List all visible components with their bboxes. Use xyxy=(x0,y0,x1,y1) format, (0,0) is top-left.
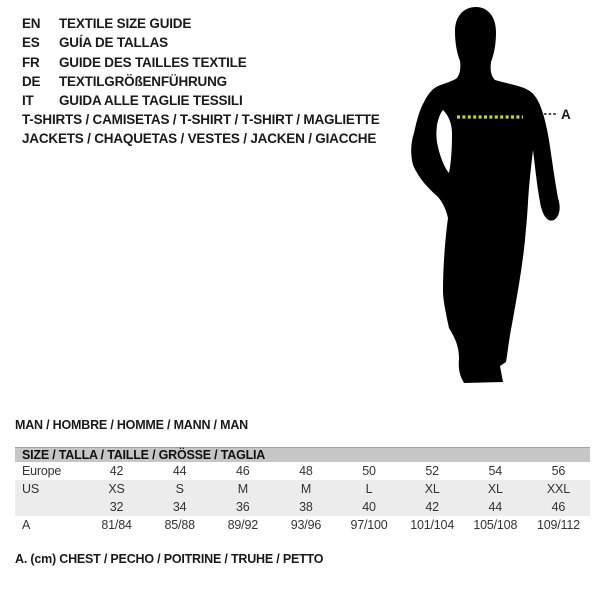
man-silhouette-shape xyxy=(411,7,559,383)
measure-label-a: A xyxy=(561,107,571,122)
row-label: US xyxy=(22,482,39,496)
category-list xyxy=(22,110,380,149)
language-row xyxy=(22,72,247,91)
language-label: GUIDA ALLE TAGLIE TESSILI xyxy=(59,93,243,109)
size-cell: 46 xyxy=(236,464,250,478)
language-code: DE xyxy=(22,73,41,89)
size-cell: 42 xyxy=(425,500,439,514)
size-cell: 44 xyxy=(488,500,503,514)
category-tshirts: T-SHIRTS / CAMISETAS / T-SHIRT / T-SHIRT / MAGLIETTE xyxy=(22,112,380,127)
size-cell: 36 xyxy=(236,500,250,514)
size-cell: 42 xyxy=(109,464,124,478)
size-cell: 97/100 xyxy=(350,518,388,532)
language-row xyxy=(22,14,247,33)
size-cell: 54 xyxy=(488,464,503,478)
size-cell: 44 xyxy=(172,464,187,478)
size-cell: L xyxy=(365,482,373,496)
language-code: IT xyxy=(22,93,34,109)
size-cell: 34 xyxy=(172,500,187,514)
language-code: FR xyxy=(22,54,40,70)
language-row xyxy=(22,33,247,52)
size-cell: 105/108 xyxy=(473,518,518,532)
size-cell: 32 xyxy=(109,500,124,514)
size-cell: 46 xyxy=(551,500,566,514)
category-jackets: JACKETS / CHAQUETAS / VESTES / JACKEN / GIACCHE xyxy=(22,131,377,147)
language-label: TEXTILE SIZE GUIDE xyxy=(59,16,192,31)
language-label: GUÍA DE TALLAS xyxy=(59,35,168,51)
language-label: TEXTILGRÖßENFÜHRUNG xyxy=(59,73,227,89)
size-cell: 52 xyxy=(425,464,439,478)
measurement-footnote: A. (cm) CHEST / PECHO / POITRINE / TRUHE / PETTO xyxy=(15,552,324,566)
size-cell: 93/96 xyxy=(290,518,322,532)
size-cell: 89/92 xyxy=(227,518,258,532)
size-cell: 48 xyxy=(299,464,313,478)
table-row-us-numeric xyxy=(15,498,590,516)
size-cell: 101/104 xyxy=(410,518,455,532)
size-cell: 85/88 xyxy=(164,518,195,532)
size-cell: 40 xyxy=(362,500,376,514)
table-row-chest-cm xyxy=(15,516,590,534)
size-table xyxy=(15,447,590,534)
size-cell: M xyxy=(237,482,248,496)
size-cell: XL xyxy=(487,482,503,496)
size-cell: 81/84 xyxy=(101,518,132,532)
language-code: EN xyxy=(22,16,41,31)
table-row-europe xyxy=(15,462,590,480)
table-row-us xyxy=(15,480,590,498)
row-label: A xyxy=(22,518,31,532)
language-row xyxy=(22,53,247,72)
size-cell: 56 xyxy=(551,464,566,478)
table-header: SIZE / TALLA / TAILLE / GRÖSSE / TAGLIA xyxy=(15,447,590,462)
size-cell: XXL xyxy=(546,482,570,496)
section-title: MAN / HOMBRE / HOMME / MANN / MAN xyxy=(15,418,248,432)
size-cell: S xyxy=(175,482,184,496)
size-cell: 109/112 xyxy=(537,518,580,532)
size-cell: M xyxy=(300,482,312,496)
man-silhouette-figure xyxy=(398,2,573,392)
language-list xyxy=(22,14,247,110)
size-cell: 38 xyxy=(299,500,313,514)
size-cell: XS xyxy=(108,482,125,496)
language-label: GUIDE DES TAILLES TEXTILE xyxy=(59,54,247,70)
size-cell: 50 xyxy=(362,464,376,478)
language-row xyxy=(22,91,247,110)
language-code: ES xyxy=(22,35,40,51)
row-label: Europe xyxy=(22,464,62,478)
size-cell: XL xyxy=(424,482,440,496)
row-label xyxy=(15,498,85,516)
